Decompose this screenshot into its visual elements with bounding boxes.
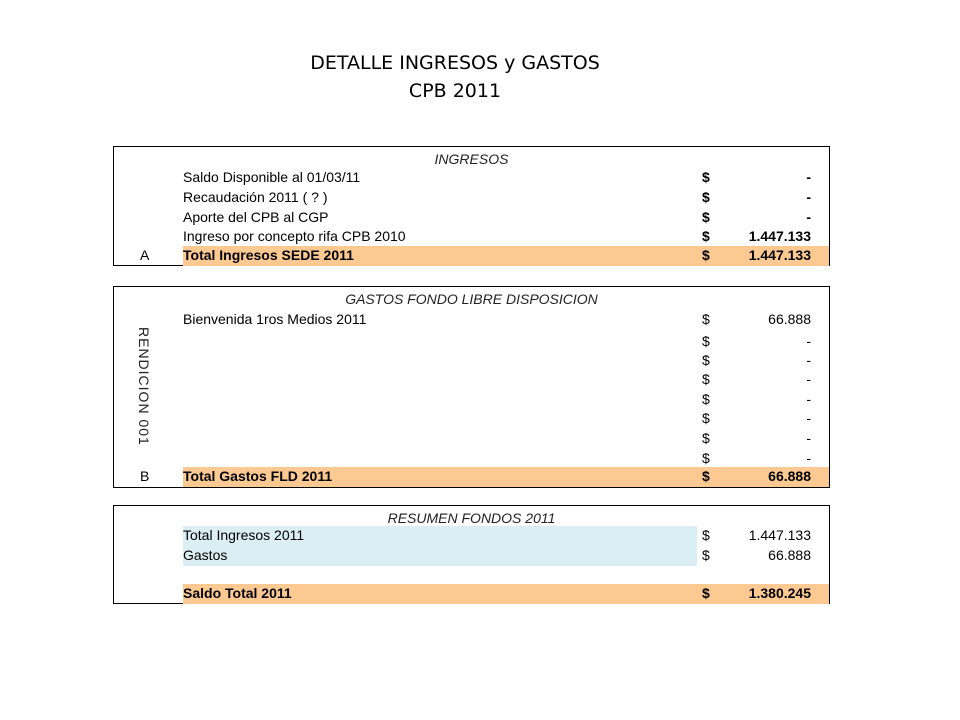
row-label: Recaudación 2011 ( ? ): [183, 189, 328, 205]
row-currency: $: [702, 209, 710, 225]
row-label: Aporte del CPB al CGP: [183, 209, 329, 225]
rendicion-label: RENDICION 001: [136, 327, 152, 446]
table-row: [114, 429, 829, 449]
row-currency: $: [702, 228, 710, 244]
row-label: Total Ingresos 2011: [183, 527, 305, 543]
row-amount: -: [806, 430, 811, 446]
table-row: [114, 351, 829, 371]
table-row: [114, 546, 829, 566]
row-currency: $: [702, 391, 710, 407]
total-amount: 1.380.245: [748, 585, 811, 601]
table-row: [114, 526, 829, 546]
table-row: [114, 370, 829, 390]
row-amount: -: [806, 189, 811, 205]
row-highlight: [183, 546, 697, 566]
total-row: [114, 246, 829, 266]
table-row: [114, 227, 829, 247]
table-row: [114, 332, 829, 352]
row-amount: 1.447.133: [748, 228, 811, 244]
row-label: Ingreso por concepto rifa CPB 2010: [183, 228, 406, 244]
row-amount: -: [806, 169, 811, 185]
total-currency: $: [702, 247, 710, 263]
gastos-table: [113, 286, 830, 488]
row-amount: -: [806, 352, 811, 368]
row-amount: -: [806, 410, 811, 426]
row-amount: 66.888: [768, 311, 811, 327]
row-letter: A: [140, 247, 150, 263]
row-label: Gastos: [183, 547, 228, 563]
table-row: [114, 390, 829, 410]
row-amount: 1.447.133: [748, 527, 811, 543]
total-row: [114, 467, 829, 487]
total-label: Total Gastos FLD 2011: [183, 468, 333, 484]
row-currency: $: [702, 371, 710, 387]
row-currency: $: [702, 527, 710, 543]
page-subtitle: CPB 2011: [408, 80, 502, 102]
row-amount: -: [806, 371, 811, 387]
row-amount: -: [806, 450, 811, 466]
row-currency: $: [702, 311, 710, 327]
gastos-heading: GASTOS FONDO LIBRE DISPOSICION: [345, 291, 598, 307]
total-label: Saldo Total 2011: [183, 585, 292, 601]
page-title: DETALLE INGRESOS y GASTOS: [310, 52, 600, 74]
table-row: [114, 310, 829, 330]
total-currency: $: [702, 585, 710, 601]
total-row: [114, 584, 829, 604]
resumen-table: [113, 505, 830, 604]
resumen-heading: RESUMEN FONDOS 2011: [387, 510, 556, 526]
table-row: [114, 188, 829, 208]
row-amount: 66.888: [768, 547, 811, 563]
row-amount: -: [806, 209, 811, 225]
total-label: Total Ingresos SEDE 2011: [183, 247, 354, 263]
row-currency: $: [702, 450, 710, 466]
row-currency: $: [702, 169, 710, 185]
row-label: Bienvenida 1ros Medios 2011: [183, 311, 367, 327]
row-currency: $: [702, 547, 710, 563]
table-row: [114, 168, 829, 188]
row-label: Saldo Disponible al 01/03/11: [183, 169, 361, 185]
row-amount: -: [806, 333, 811, 349]
table-row: [114, 449, 829, 469]
row-currency: $: [702, 189, 710, 205]
row-amount: -: [806, 391, 811, 407]
row-currency: $: [702, 333, 710, 349]
total-amount: 66.888: [768, 468, 811, 484]
ingresos-heading: INGRESOS: [434, 151, 509, 167]
row-letter: B: [140, 468, 150, 484]
ingresos-table: [113, 146, 830, 266]
row-currency: $: [702, 352, 710, 368]
total-amount: 1.447.133: [748, 247, 811, 263]
table-row: [114, 409, 829, 429]
total-currency: $: [702, 468, 710, 484]
table-row: [114, 208, 829, 228]
row-currency: $: [702, 410, 710, 426]
row-currency: $: [702, 430, 710, 446]
